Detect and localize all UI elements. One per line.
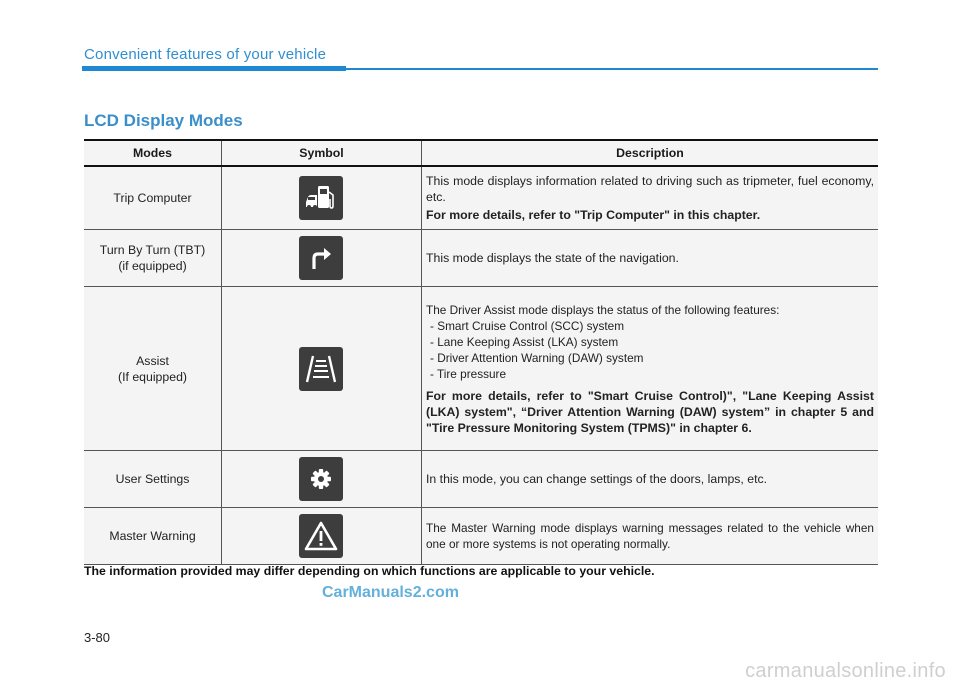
description-cell — [422, 166, 879, 230]
feature-list-item: - Smart Cruise Control (SCC) system — [430, 318, 625, 333]
watermark-link[interactable]: CarManuals2.com — [322, 584, 459, 601]
symbol-cell — [222, 230, 422, 287]
feature-list-item: - Tire pressure — [430, 366, 507, 381]
mode-name: User Settings — [115, 472, 190, 486]
table-row — [84, 287, 878, 451]
column-header-description: Description — [422, 140, 879, 166]
mode-name: Trip Computer — [113, 191, 192, 205]
description-cell — [422, 508, 879, 565]
mode-name: Turn By Turn (TBT) — [99, 243, 206, 257]
feature-list-item: - Driver Attention Warning (DAW) system — [430, 350, 644, 365]
header-rule-thick — [82, 66, 346, 71]
warning-triangle-icon — [299, 514, 343, 558]
watermark-text: carmanualsonline.info — [745, 660, 946, 682]
lane-assist-icon — [299, 347, 343, 391]
footer-note: The information provided may differ depending on which functions are applicable to your vehicle. — [84, 564, 655, 578]
page-title: LCD Display Modes — [84, 111, 243, 130]
lcd-modes-table — [84, 139, 878, 565]
description-text: In this mode, you can change settings of the doors, lamps, etc. — [426, 472, 768, 486]
description-cell — [422, 451, 879, 508]
turn-right-arrow-icon — [299, 236, 343, 280]
mode-qualifier: (If equipped) — [117, 369, 188, 384]
table-row — [84, 451, 878, 508]
page-number: 3-80 — [84, 630, 111, 645]
mode-name: Master Warning — [109, 529, 196, 543]
mode-cell — [84, 166, 222, 230]
description-text: The Master Warning mode displays warning messages related to the vehicle when one or more systems is not operating normally. — [426, 521, 874, 551]
header-rule-thin — [346, 68, 878, 70]
section-header: Convenient features of your vehicle — [84, 46, 327, 63]
description-cell — [422, 230, 879, 287]
symbol-cell — [222, 166, 422, 230]
symbol-cell — [222, 508, 422, 565]
table-row — [84, 508, 878, 565]
description-text: This mode displays information related to driving such as tripmeter, fuel economy, etc. — [426, 174, 874, 204]
mode-name: Assist — [136, 353, 169, 368]
reference-note: For more details, refer to "Smart Cruise Control)", "Lane Keeping Assist (LKA) system", “Driver Attention Warning (DAW) system” in chapter 5 and "Tire Pressure Monitoring System (TPMS)" in chapter 6. — [426, 388, 874, 435]
symbol-cell — [222, 451, 422, 508]
fuel-pump-car-icon — [299, 176, 343, 220]
table-row — [84, 166, 878, 230]
description-cell — [422, 287, 879, 451]
mode-qualifier: (if equipped) — [118, 259, 187, 273]
column-header-symbol: Symbol — [222, 140, 422, 166]
mode-cell — [84, 287, 222, 451]
mode-cell — [84, 230, 222, 287]
reference-note: For more details, refer to "Trip Computer" in this chapter. — [426, 208, 761, 222]
gear-icon — [299, 457, 343, 501]
mode-cell — [84, 451, 222, 508]
table-header-row — [84, 140, 878, 166]
description-text: The Driver Assist mode displays the status of the following features: — [426, 302, 780, 317]
column-header-modes: Modes — [84, 140, 222, 166]
feature-list-item: - Lane Keeping Assist (LKA) system — [430, 334, 619, 349]
mode-cell — [84, 508, 222, 565]
symbol-cell — [222, 287, 422, 451]
description-text: This mode displays the state of the navigation. — [426, 251, 679, 265]
table-row — [84, 230, 878, 287]
